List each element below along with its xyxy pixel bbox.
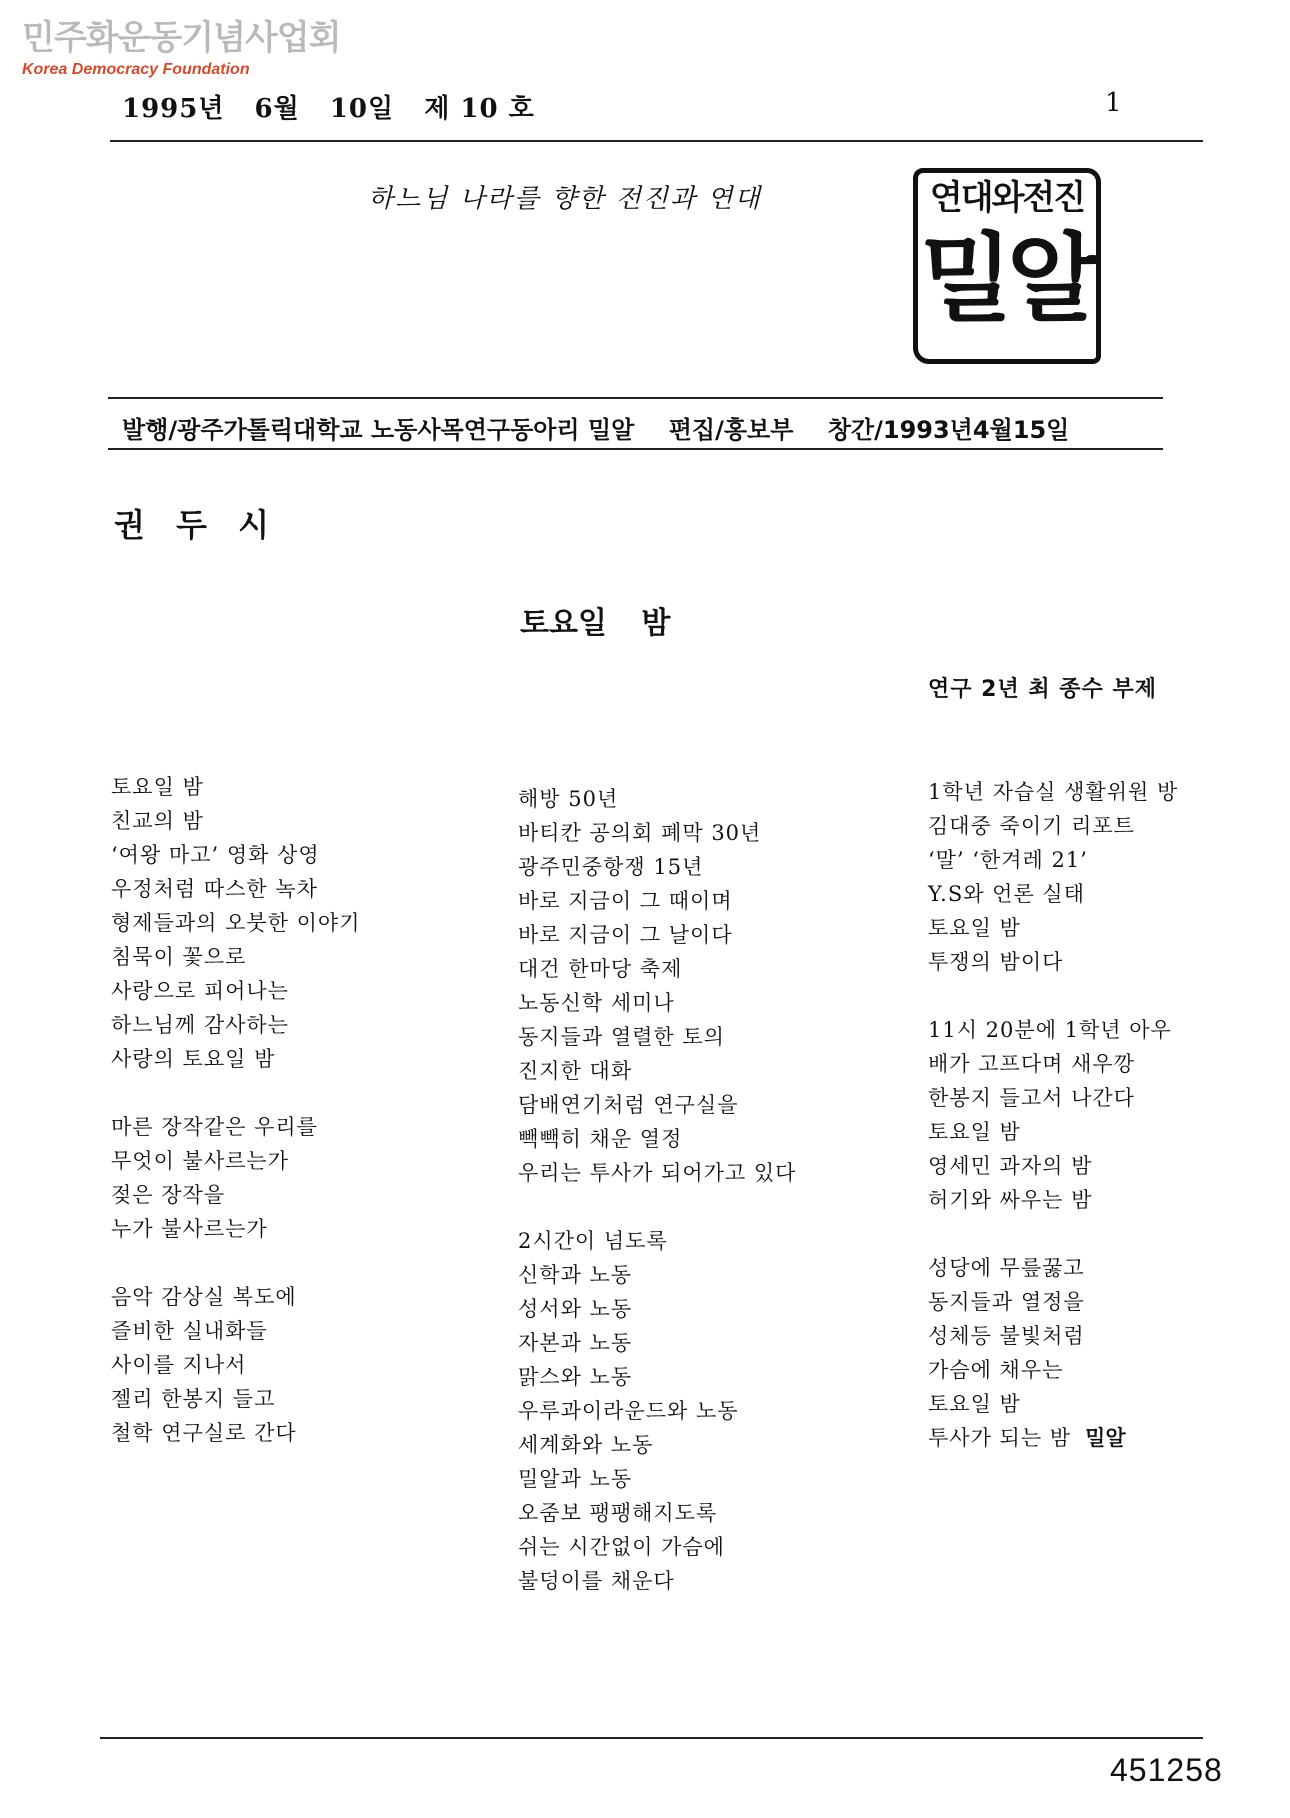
poem-line: 성서와 노동	[518, 1297, 633, 1321]
poem-line: 침묵이 꽃으로	[111, 945, 247, 969]
poem-line: 1학년 자습실 생활위원 방	[928, 780, 1179, 804]
poem-sign-off: 밀알	[1085, 1425, 1126, 1450]
poem-stanza	[928, 775, 1290, 979]
poem-line: 형제들과의 오붓한 이야기	[111, 911, 361, 935]
poem-line: ‘말’ ‘한겨레 21’	[928, 848, 1088, 872]
poem-line: 쉬는 시간없이 가슴에	[518, 1535, 725, 1559]
masthead-publisher: 발행/광주가톨릭대학교 노동사목연구동아리 밀알	[122, 416, 635, 444]
poem-line: 가슴에 채우는	[928, 1358, 1064, 1382]
poem-stanza	[111, 1110, 511, 1246]
issue-year: 1995년	[122, 94, 225, 124]
slogan: 하느님 나라를 향한 전진과 연대	[368, 184, 762, 214]
poem-line: 토요일 밤	[928, 1120, 1021, 1144]
poem-stanza	[111, 770, 511, 1076]
issue-day: 10일	[329, 94, 395, 124]
poem-line: 바로 지금이 그 때이며	[518, 889, 733, 913]
document-code: 451258	[1110, 1752, 1223, 1788]
poem-line: 누가 불사르는가	[111, 1217, 268, 1241]
poem-line: 맑스와 노동	[518, 1365, 633, 1389]
issue-month: 6월	[254, 94, 300, 124]
poem-line: 무엇이 불사르는가	[111, 1149, 289, 1173]
logo-top-text: 연대와전진	[929, 178, 1085, 218]
issue-date-line	[122, 88, 555, 125]
masthead-rule-bottom	[108, 448, 1163, 450]
poem-line: 즐비한 실내화들	[111, 1319, 268, 1343]
poem-line: 2시간이 넘도록	[518, 1229, 668, 1253]
poem-line: 배가 고프다며 새우깡	[928, 1052, 1135, 1076]
poem-line: 사랑으로 피어나는	[111, 979, 289, 1003]
poem-line: 바로 지금이 그 날이다	[518, 923, 733, 947]
poem-line: 노동신학 세미나	[518, 991, 675, 1015]
issue-number: 제 10 호	[424, 94, 535, 124]
poem-line: 토요일 밤	[928, 916, 1021, 940]
poem-column-3	[928, 775, 1290, 1489]
poem-line: 우리는 투사가 되어가고 있다	[518, 1161, 797, 1185]
poem-line: 밀알과 노동	[518, 1467, 633, 1491]
logo-main-text: 밀알	[920, 223, 1094, 335]
watermark-korean: 민주화운동기념사업회	[22, 18, 341, 58]
poem-line	[928, 1421, 1290, 1455]
poem-column-1	[111, 770, 511, 1484]
poem-line: 하느님께 감사하는	[111, 1013, 289, 1037]
poem-line: 진지한 대화	[518, 1059, 633, 1083]
poem-line: Y.S와 언론 실태	[928, 882, 1085, 906]
newsletter-logo	[913, 168, 1101, 364]
poem-line: 마른 장작같은 우리를	[111, 1115, 318, 1139]
poem-line: 젖은 장작을	[111, 1183, 226, 1207]
poem-line: 대건 한마당 축제	[518, 957, 683, 981]
poem-line: 오줌보 팽팽해지도록	[518, 1501, 718, 1525]
poem-line: 성체등 불빛처럼	[928, 1324, 1085, 1348]
poem-line: 음악 감상실 복도에	[111, 1285, 297, 1309]
poem-line: 해방 50년	[518, 787, 619, 811]
poem-line: 우루과이라운드와 노동	[518, 1399, 739, 1423]
poem-line: 우정처럼 따스한 녹차	[111, 877, 318, 901]
poem-line: 철학 연구실로 간다	[111, 1421, 297, 1445]
poem-title: 토요일 밤	[520, 606, 671, 641]
poem-line: 한봉지 들고서 나간다	[928, 1086, 1135, 1110]
page-number: 1	[1105, 88, 1122, 118]
poem-line: 불덩이를 채운다	[518, 1569, 675, 1593]
poem-line: 11시 20분에 1학년 아우	[928, 1018, 1172, 1042]
masthead	[122, 410, 1069, 445]
poem-line: 동지들과 열정을	[928, 1290, 1085, 1314]
poem-line-text: 투사가 되는 밤	[928, 1426, 1072, 1450]
poem-line: 자본과 노동	[518, 1331, 633, 1355]
poem-stanza	[928, 1013, 1290, 1217]
poem-line: 신학과 노동	[518, 1263, 633, 1287]
poem-stanza	[928, 1251, 1290, 1455]
poem-line: 허기와 싸우는 밤	[928, 1188, 1093, 1212]
poem-line: 영세민 과자의 밤	[928, 1154, 1093, 1178]
poem-line: 성당에 무릎꿇고	[928, 1256, 1085, 1280]
watermark	[22, 18, 341, 80]
poem-line: 담배연기처럼 연구실을	[518, 1093, 739, 1117]
footer-rule	[100, 1737, 1203, 1739]
masthead-founded: 창간/1993년4월15일	[827, 416, 1070, 444]
poem-stanza	[518, 1224, 918, 1598]
poem-column-2	[518, 782, 918, 1632]
poem-line: 투쟁의 밤이다	[928, 950, 1064, 974]
poem-line: 빽빽히 채운 열정	[518, 1127, 683, 1151]
poem-line: 젤리 한봉지 들고	[111, 1387, 276, 1411]
poem-line: 토요일 밤	[111, 775, 204, 799]
poem-line: 동지들과 열렬한 토의	[518, 1025, 725, 1049]
poem-line: 친교의 밤	[111, 809, 204, 833]
poem-line: 세계화와 노동	[518, 1433, 654, 1457]
masthead-editor: 편집/홍보부	[668, 416, 794, 444]
poem-line: 바티칸 공의회 폐막 30년	[518, 821, 762, 845]
poem-line: 광주민중항쟁 15년	[518, 855, 704, 879]
poem-stanza	[111, 1280, 511, 1450]
section-label: 권 두 시	[114, 506, 280, 544]
poem-line: ‘여왕 마고’ 영화 상영	[111, 843, 320, 867]
poem-line: 토요일 밤	[928, 1392, 1021, 1416]
watermark-english: Korea Democracy Foundation	[22, 61, 250, 78]
poem-line: 김대중 죽이기 리포트	[928, 814, 1135, 838]
poem-line: 사랑의 토요일 밤	[111, 1047, 276, 1071]
poem-byline: 연구 2년 최 종수 부제	[928, 677, 1157, 702]
poem-line: 사이를 지나서	[111, 1353, 247, 1377]
header-rule	[110, 140, 1203, 142]
masthead-rule-top	[108, 397, 1163, 399]
poem-stanza	[518, 782, 918, 1190]
